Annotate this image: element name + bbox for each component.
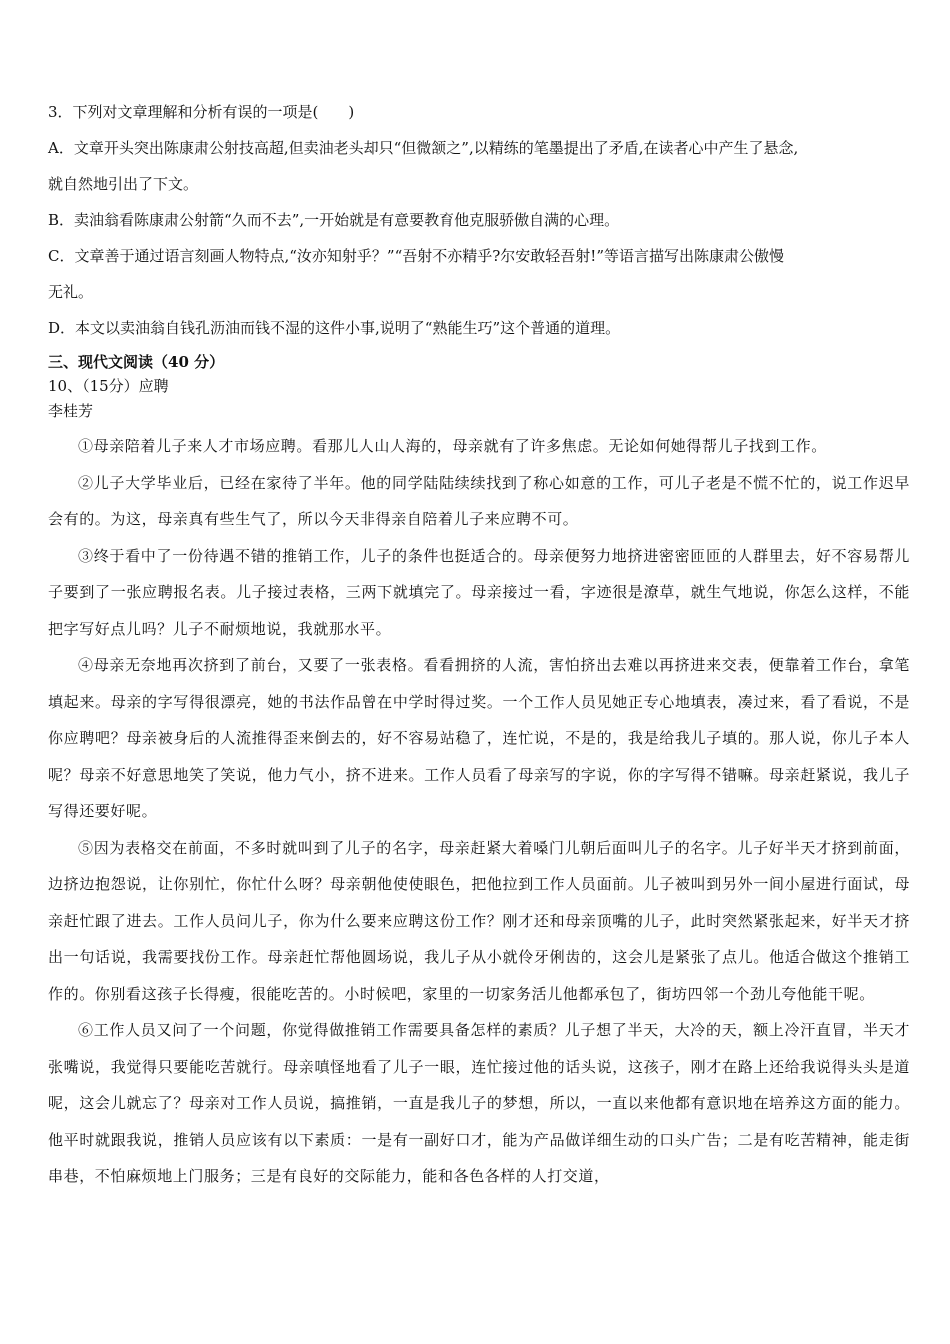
paragraph-1: ①母亲陪着儿子来人才市场应聘。看那儿人山人海的，母亲就有了许多焦虑。无论如何她得帮儿子找到工作。 (78, 437, 827, 455)
option-a-line-2: 就自然地引出了下文。 (48, 175, 199, 193)
option-a-line-1: A．文章开头突出陈康肃公射技高超,但卖油老头却只“但微颔之”,以精练的笔墨提出了矛盾,在读者心中产生了悬念, (48, 139, 799, 157)
paragraph-4: ④母亲无奈地再次挤到了前台，又要了一张表格。看看拥挤的人流，害怕挤出去难以再挤进来交表，便靠着工作台，拿笔填起来。母亲的字写得很漂亮，她的书法作品曾在中学时得过奖。一个工作人员见她正专心地填表，凑过来，看了看说，不是你应聘吧？母亲被身后的人流推得歪来倒去的，好不容易站稳了，连忙说，不是的，我是给我儿子填的。那人说，你儿子本人呢？母亲不好意思地笑了笑说，他力气小，挤不进来。工作人员看了母亲写的字说，你的字写得不错嘛。母亲赶紧说，我儿子写得还要好呢。 (48, 656, 910, 820)
author: 李桂芳 (48, 402, 94, 420)
section-title: 三、现代文阅读（40 分） (48, 353, 225, 371)
paragraph-3: ③终于看中了一份待遇不错的推销工作，儿子的条件也挺适合的。母亲便努力地挤进密密匝匝的人群里去，好不容易帮儿子要到了一张应聘报名表。儿子接过表格，三两下就填完了。母亲接过一看，字迹很是潦草，就生气地说，你怎么这样，不能把字写好点儿吗？儿子不耐烦地说，我就那水平。 (48, 546, 910, 638)
document-page (48, 98, 910, 1195)
paragraph-6: ⑥工作人员又问了一个问题，你觉得做推销工作需要具备怎样的素质？儿子想了半天，大冷的天，额上冷汗直冒，半天才张嘴说，我觉得只要能吃苦就行。母亲嗔怪地看了儿子一眼，连忙接过他的话头说，这孩子，刚才在路上还给我说得头头是道呢，这会儿就忘了？母亲对工作人员说，搞推销，一直是我儿子的梦想，所以，一直以来他都有意识地在培养这方面的能力。他平时就跟我说，推销人员应该有以下素质：一是有一副好口才，能为产品做详细生动的口头广告；二是有吃苦精神，能走街串巷，不怕麻烦地上门服务；三是有良好的交际能力，能和各色各样的人打交道， (48, 1021, 910, 1185)
paragraph-2: ②儿子大学毕业后，已经在家待了半年。他的同学陆陆续续找到了称心如意的工作，可儿子老是不慌不忙的，说工作迟早会有的。为这，母亲真有些生气了，所以今天非得亲自陪着儿子来应聘不可。 (48, 473, 910, 528)
question-3-title: 3．下列对文章理解和分析有误的一项是( ) (48, 103, 355, 121)
option-c-line-1: C．文章善于通过语言刻画人物特点,“汝亦知射乎？”“吾射不亦精乎?尔安敢轻吾射!”等语言描写出陈康肃公傲慢 (48, 247, 784, 265)
paragraph-5: ⑤因为表格交在前面，不多时就叫到了儿子的名字，母亲赶紧大着嗓门儿朝后面叫儿子的名字。儿子好半天才挤到前面，边挤边抱怨说，让你别忙，你忙什么呀？母亲朝他使使眼色，把他拉到工作人员面前。儿子被叫到另外一间小屋进行面试，母亲赶忙跟了进去。工作人员问儿子，你为什么要来应聘这份工作？刚才还和母亲顶嘴的儿子，此时突然紧张起来，好半天才挤出一句话说，我需要找份工作。母亲赶忙帮他圆场说，我儿子从小就伶牙俐齿的，这会儿是紧张了点儿。他适合做这个推销工作的。你别看这孩子长得瘦，很能吃苦的。小时候吧，家里的一切家务活儿他都承包了，街坊四邻一个劲儿夸他能干呢。 (48, 838, 910, 1003)
question-10-label: 10、（15分）应聘 (48, 377, 169, 395)
option-b: B．卖油翁看陈康肃公射箭“久而不去”,一开始就是有意要教育他克服骄傲自满的心理。 (48, 211, 620, 229)
option-c-line-2: 无礼。 (48, 283, 94, 301)
option-d: D．本文以卖油翁自钱孔沥油而钱不湿的这件小事,说明了“熟能生巧”这个普通的道理。 (48, 319, 621, 337)
